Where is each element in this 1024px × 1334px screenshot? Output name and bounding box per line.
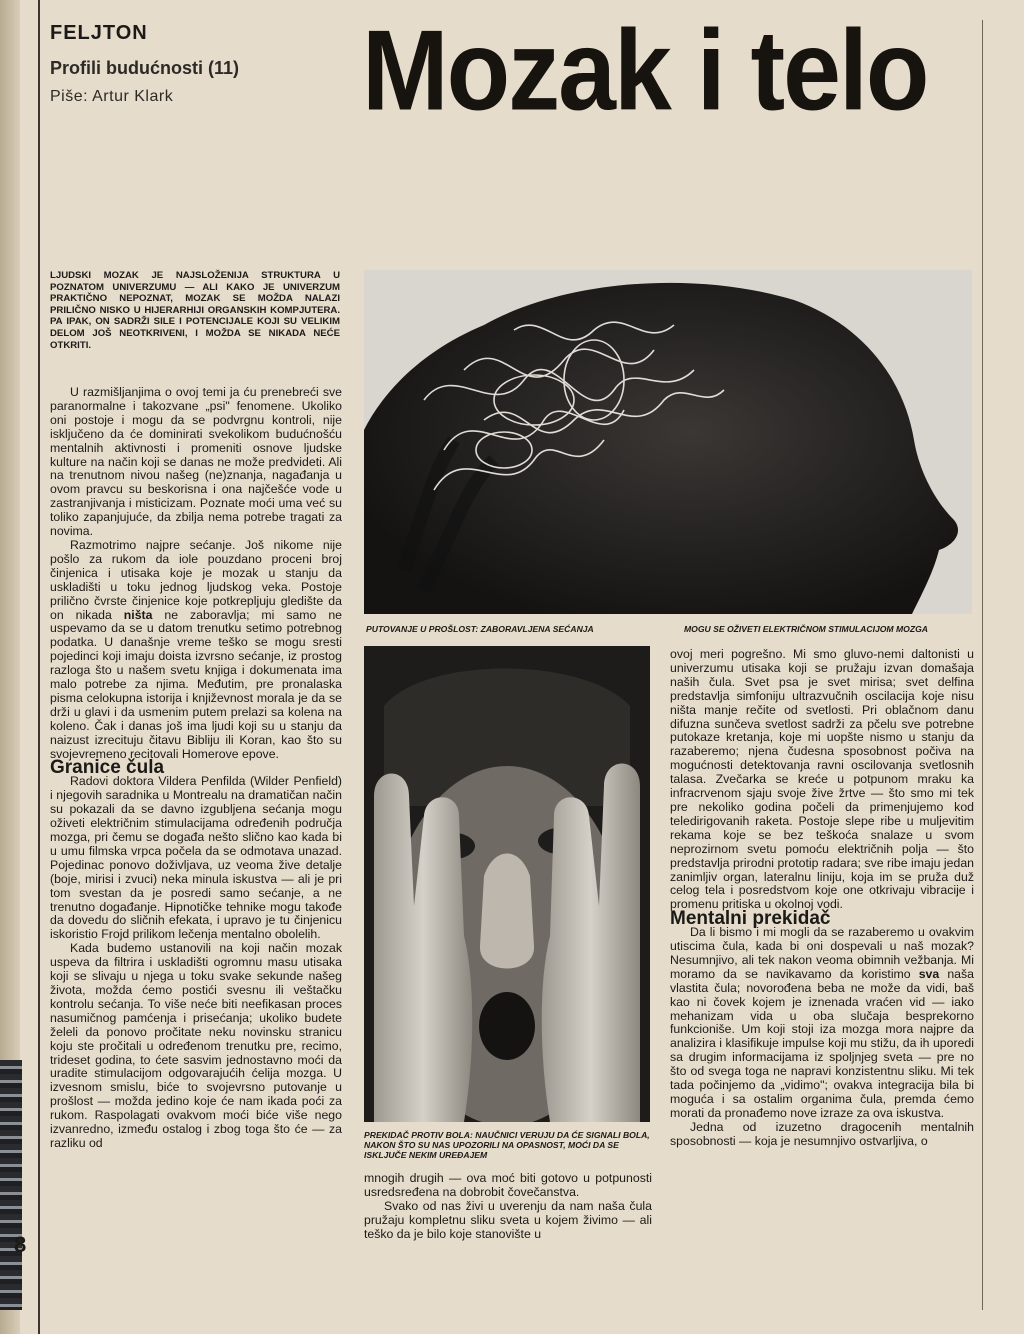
paragraph: ovoj meri pogrešno. Mi smo gluvo-nemi daltonisti u univerzumu utisaka koji se pružaju izvan domašaja naših čula. Svet psa je svet mirisa; svet delfina predstavlja simfoniju ultrazvučnih oscilacija koje nisu ništa manje rečite od svetlosti. Pri oblačnom danu difuzna sunčeva svetlost sadrži za pčelu sve potrebne putokaze kretanja, koje mi uopšte nismo u stanju da razaberemo; njena čudesna sposobnost počiva na mogućnosti detektovanja ravni oscilovanja svetlosnih talasa. Zvečarka se kreće u potpunom mraku ka infracrvenom sjaju svoje žive žrtve — što smo mi tek pre nekoliko godina počeli da primenjujemo kod teledirigovanih raketa. Postoje slepe ribe u muljevitim rekama koje se bez teškoća snalaze u svom neprozirnom svetu pomoću električnih polja — što predstavlja prirodni prototip radara; sve ribe imaju jedan zanimljiv organ, lateralnu liniju, koja im se pruža duž celog tela i posredstvom koje one otkrivaju vibracije i promenu pritiska u okolnoj vodi. xyxy=(670,647,974,912)
photo-face-hands xyxy=(364,646,650,1122)
spine-binding xyxy=(0,1060,22,1310)
text-column-right xyxy=(670,648,974,1149)
paragraph: Razmotrimo najpre sećanje. Još nikome nije pošlo za rukom da iole pouzdano proceni broj činjenica i utisaka koje je mozak u stanju da uskladišti u toku jednog ljudskog veka. Postoje prilično čvrste činjenice koje potkrepljuju gledište da on nikada ništa ne zaboravlja; mi samo ne uspevamo da se u datom trenutku setimo potrebnog podatka. U današnje vreme teško se mogu sresti pojedinci koji imaju doista izvrsno sećanje, iz prostog razloga što u našem svetu knjiga i dokumenata ima malo potrebe za njima. Međutim, pre pronalaska pisma celokupna istorija i književnost morala je da se drži u glavi i da usmenim putem prelazi sa kolena na koleno. Čak i danas još ima ljudi koji su u stanju da naizust izrecituju čitavu Bibliju ili Koran, kao što su svojevremeno recitovali Homerove epove. xyxy=(50,537,343,761)
face-hands-illustration xyxy=(364,646,650,1122)
lead-paragraph: LJUDSKI MOZAK JE NAJSLOŽENIJA STRUKTURA U POZNATOM UNIVERZUMU — ALI KAKO JE UNIVERZUM PRAKTIČNO NEPOZNAT, MOZAK SE MOŽDA NALAZI PRILIČNO NISKO U HIJERARHIJI ORGANSKIH KOMPJUTERA. PA IPAK, ON SADRŽI SILE I POTENCIJALE KOJI SU VELIKIM DELOM JOŠ NEOTKRIVENI, I MOŽDA SE NIKADA NEĆE OTKRITI. xyxy=(50,270,340,351)
caption-photo2: PREKIDAČ PROTIV BOLA: NAUČNICI VERUJU DA ĆE SIGNALI BOLA, NAKON ŠTO SU NAS UPOZORILI NA OPASNOST, MOĆI DA SE ISKLJUČE NEKIM UREĐAJEM xyxy=(364,1130,650,1160)
section-kicker: FELJTON xyxy=(50,22,148,44)
subheading-mentalni-prekidac: Mentalni prekidač xyxy=(670,908,831,930)
head-profile-illustration xyxy=(364,270,972,614)
paragraph: Kada budemo ustanovili na koji način mozak uspeva da filtrira i uskladišti ogromnu masu utisaka koji se slivaju u njega u toku svake sekunde našeg života, možda ćemo postići svesnu ili veštačku kontrolu sećanja. To više neće biti neefikasan proces nasumičnog pamćenja i prisećanja; ukoliko budete želeli da ponovo pročitate neku novinsku stranicu koju ste pročitali u određenom trenutku pre, recimo, trideset godina, to ćete sasvim jednostavno moći da uradite stimulacijom odgovarajućih ćelija mozga. U izvesnom smislu, biće to svojevrsno putovanje u prošlost — možda jedino koje će nam ikada poći za rukom. Raspolagati ovakvom moći biće više nego izvanredno, između ostalog i zbog toga što će — za razliku od xyxy=(50,941,342,1150)
photo-head-profile xyxy=(364,270,972,614)
paragraph: Radovi doktora Vildera Penfilda (Wilder Penfield) i njegovih saradnika u Montrealu na dramatičan način su pokazali da se davno izgubljena sećanja mogu oživeti električnim stimulacijama određenih područja mozga, pri čemu se događa nešto slično kao kada bi u umu filmska vrpca počela da se odmotava unazad. Pojedinac ponovo doživljava, uz veoma žive detalje (boje, mirisi i zvuci) neka minula iskustva — ali je pri tom svestan da je posredi samo sećanje, a ne trenutno događanje. Hipnotičke tehnike mogu takođe da dovedu do sličnih efekata, i upravo je tu činjenicu iskoristio Frojd prilikom lečenja mentalno obolelih. xyxy=(50,774,342,942)
series-title: Profili budućnosti (11) xyxy=(50,58,240,78)
right-margin-rule xyxy=(982,20,983,1310)
paragraph: Da li bismo i mi mogli da se razaberemo u ovakvim utiscima čula, kada bi oni dospevali u naš mozak? Nesumnjivo, ali tek nakon veoma obimnih vežbanja. Mi moramo da se navikavamo da koristimo sva naša vlastita čula; novorođena beba ne može da vidi, baš kao ni čovek kojem je iznenada vraćen vid — iako mehanizam vida u oba slučaja besprekorno funkcioniše. Um koji stoji iza mozga mora najpre da analizira i klasifikuje impulse koji mu stižu, da ih uporedi sa drugim informacijama iz spoljnjeg sveta — pre no što od svega toga ne napravi konzistentnu sliku. Mi tek tada počinjemo da „vidimo"; ovakva integracija bila bi moguća i sa ostalim organima čula, premda ćemo morati da pronađemo nove izraze za ova iskustva. xyxy=(670,925,974,1120)
text-column-middle xyxy=(364,1172,652,1242)
text-column-1 xyxy=(50,386,342,1151)
paragraph: Jedna od izuzetno dragocenih mentalnih sposobnosti — koja je nesumnjivo ostvarljiva, o xyxy=(670,1119,974,1148)
caption-photo1-left: PUTOVANJE U PROŠLOST: ZABORAVLJENA SEĆANJA xyxy=(366,624,594,634)
byline: Piše: Artur Klark xyxy=(50,88,174,105)
page-number: 8 xyxy=(14,1232,27,1257)
article-title: Mozak i telo xyxy=(362,7,928,135)
caption-photo1-right: MOGU SE OŽIVETI ELEKTRIČNOM STIMULACIJOM MOZGA xyxy=(684,624,928,634)
paragraph: mnogih drugih — ova moć biti gotovo u potpunosti usredsređena na dobrobit čovečanstva. xyxy=(364,1171,652,1199)
paragraph: Svako od nas živi u uverenju da nam naša čula pružaju kompletnu sliku sveta u kojem živimo — ali teško da je bilo koje stanovište u xyxy=(364,1198,652,1241)
paragraph: U razmišljanjima o ovoj temi ja ću prenebreći sve paranormalne i takozvane „psi" fenomene. Ukoliko oni postoje i mogu da se podvrgnu kontroli, nije isključeno da će dominirati svekolikom budućnošću mentalnih aktivnosti i promeniti osnove ljudske kulture na način koji se danas ne može predvideti. Ali na trenutnom nivou našeg (ne)znanja, nagađanja u ovom pravcu su beskorisna i ona najčešće vode u zastranjivanja i misticizam. Poznate moći uma već su toliko zapanjujuće, da zbilja nema potrebe tragati za novima. xyxy=(50,385,342,539)
margin-rule xyxy=(38,0,40,1334)
subheading-granice-cula: Granice čula xyxy=(50,757,165,779)
